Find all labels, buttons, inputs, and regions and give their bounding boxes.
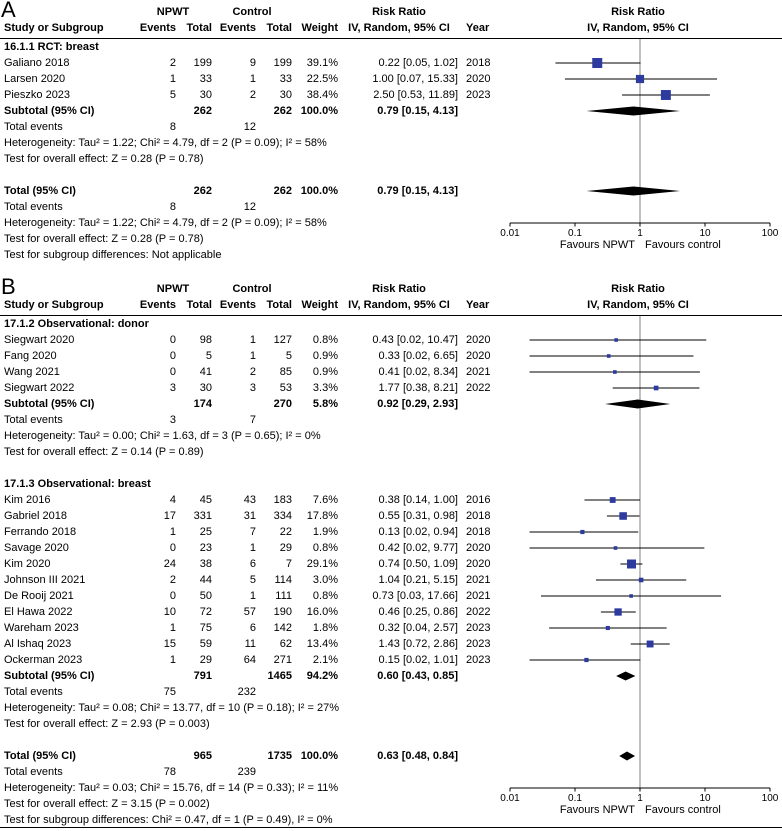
statistics-footnote: Heterogeneity: Tau² = 1.22; Chi² = 4.79, df = 2 (P = 0.09); I² = 58% — [4, 137, 327, 149]
pooled-effect-diamond — [586, 107, 680, 116]
npwt-total-value: 262 — [193, 185, 212, 197]
weight-value: 100.0% — [300, 750, 338, 762]
control-events-value: 1 — [249, 73, 256, 85]
control-total-value: 199 — [273, 57, 292, 69]
npwt-events-value — [134, 103, 176, 119]
risk-ratio-column-title: Risk Ratio — [372, 6, 426, 18]
year-value: 2020 — [466, 542, 491, 554]
effect-estimate-square — [629, 594, 633, 598]
forest-plot-canvas — [494, 281, 782, 828]
npwt-total-value: 30 — [199, 382, 212, 394]
subgroup-section-title: 17.1.3 Observational: breast — [4, 478, 151, 490]
subgroup-section-title: 17.1.2 Observational: donor — [4, 318, 149, 330]
npwt-events-value: 5 — [169, 89, 176, 101]
npwt-events-value: 2 — [169, 57, 176, 69]
weight-value: 0.8% — [312, 590, 338, 602]
year-value: 2020 — [466, 558, 491, 570]
effect-estimate-square — [606, 626, 610, 630]
npwt-events-value: 10 — [163, 606, 176, 618]
year-value: 2021 — [466, 574, 491, 586]
study-name: Wang 2021 — [4, 366, 60, 378]
risk-ratio-ci-text: 0.13 [0.02, 0.94] — [378, 526, 458, 538]
year-value: 2022 — [466, 382, 491, 394]
control-group-header: Control — [232, 283, 272, 295]
control-events-value: 1 — [249, 350, 256, 362]
spacer — [176, 684, 212, 700]
control-total-value: 190 — [273, 606, 292, 618]
subgroup-section-title: 16.1.1 RCT: breast — [4, 41, 99, 53]
risk-ratio-ci-text: 0.43 [0.02, 10.47] — [372, 334, 458, 346]
npwt-total-value: 30 — [199, 89, 212, 101]
npwt-events-column-header: Events — [139, 299, 176, 311]
npwt-events-value: 24 — [163, 558, 176, 570]
panel-letter: A — [1, 0, 16, 22]
year-value: 2020 — [466, 73, 491, 85]
effect-estimate-square — [636, 75, 644, 83]
study-name: Siegwart 2020 — [4, 334, 75, 346]
control-events-value: 5 — [249, 574, 256, 586]
pooled-row-label: Subtotal (95% CI) — [4, 398, 95, 410]
control-events-value: 6 — [249, 622, 256, 634]
control-total-events-value: 12 — [243, 121, 256, 133]
study-name: Larsen 2020 — [4, 73, 66, 85]
effect-estimate-square — [613, 370, 617, 374]
pooled-effect-diamond — [616, 672, 635, 681]
statistics-footnote: Test for overall effect: Z = 0.28 (P = 0.78) — [4, 233, 204, 245]
npwt-total-events-value: 8 — [169, 121, 176, 133]
weight-value: 7.6% — [312, 494, 338, 506]
npwt-events-value: 1 — [169, 622, 176, 634]
npwt-events-value: 4 — [169, 494, 176, 506]
spacer — [176, 764, 212, 780]
npwt-total-column-header: Total — [186, 299, 212, 311]
header-spacer — [0, 281, 134, 297]
favours-left-label: Favours NPWT — [559, 239, 635, 251]
header-spacer — [292, 4, 338, 20]
weight-value: 3.3% — [312, 382, 338, 394]
weight-value: 0.8% — [312, 542, 338, 554]
npwt-events-value: 0 — [169, 366, 176, 378]
statistics-footnote: Heterogeneity: Tau² = 0.03; Chi² = 15.76, df = 14 (P = 0.33); I² = 11% — [4, 782, 339, 794]
study-name: Kim 2020 — [4, 558, 51, 570]
control-total-value: 183 — [273, 494, 292, 506]
control-total-events-value: 12 — [243, 201, 256, 213]
control-events-value: 1 — [249, 334, 256, 346]
weight-value: 39.1% — [306, 57, 338, 69]
axis-tick-label: 100 — [761, 228, 779, 239]
panel-a — [0, 0, 782, 263]
risk-ratio-column-title: Risk Ratio — [372, 283, 426, 295]
year-value — [460, 396, 494, 412]
panel-b — [0, 274, 782, 828]
npwt-events-value: 17 — [163, 510, 176, 522]
control-events-column-header: Events — [219, 22, 256, 34]
favours-right-label: Favours control — [645, 239, 721, 251]
npwt-events-value: 0 — [169, 334, 176, 346]
total-events-label: Total events — [4, 201, 63, 213]
control-total-value: 262 — [273, 185, 292, 197]
risk-ratio-ci-column-header: IV, Random, 95% CI — [348, 299, 450, 311]
weight-value: 38.4% — [306, 89, 338, 101]
pooled-row-label: Total (95% CI) — [4, 185, 76, 197]
control-events-value: 3 — [249, 382, 256, 394]
weight-value: 94.2% — [306, 670, 338, 682]
npwt-events-value: 1 — [169, 654, 176, 666]
risk-ratio-ci-text: 1.77 [0.38, 8.21] — [378, 382, 458, 394]
control-total-value: 7 — [285, 558, 292, 570]
forest-plot-canvas — [494, 4, 782, 263]
weight-value: 100.0% — [300, 185, 338, 197]
statistics-footnote: Test for overall effect: Z = 0.14 (P = 0.89) — [4, 446, 204, 458]
npwt-events-value: 1 — [169, 526, 176, 538]
npwt-total-events-value: 78 — [163, 766, 176, 778]
pooled-row-label: Total (95% CI) — [4, 750, 76, 762]
pooled-effect-diamond — [619, 752, 635, 761]
effect-estimate-square — [614, 338, 618, 342]
npwt-events-value: 0 — [169, 350, 176, 362]
spacer — [176, 199, 212, 215]
weight-value: 0.8% — [312, 334, 338, 346]
weight-value: 0.9% — [312, 350, 338, 362]
weight-column-header: Weight — [301, 299, 338, 311]
npwt-events-value: 0 — [169, 590, 176, 602]
npwt-total-value: 331 — [193, 510, 212, 522]
risk-ratio-ci-text: 0.74 [0.50, 1.09] — [378, 558, 458, 570]
axis-tick-label: 100 — [761, 793, 779, 804]
risk-ratio-ci-text: 0.42 [0.02, 9.77] — [378, 542, 458, 554]
control-total-value: 1465 — [267, 670, 292, 682]
control-total-value: 142 — [273, 622, 292, 634]
study-name: Ferrando 2018 — [4, 526, 77, 538]
year-value: 2020 — [466, 334, 491, 346]
control-events-value: 11 — [244, 638, 256, 650]
effect-estimate-square — [614, 546, 618, 550]
year-value: 2018 — [466, 510, 491, 522]
study-name: Pieszko 2023 — [4, 89, 71, 101]
control-events-value: 6 — [249, 558, 256, 570]
risk-ratio-ci-text: 1.04 [0.21, 5.15] — [378, 574, 458, 586]
control-events-value: 64 — [243, 654, 256, 666]
weight-value: 13.4% — [306, 638, 338, 650]
total-events-label: Total events — [4, 686, 63, 698]
npwt-total-value: 25 — [199, 526, 212, 538]
npwt-total-value: 174 — [193, 398, 212, 410]
npwt-events-value — [134, 183, 176, 199]
pooled-effect-diamond — [586, 187, 680, 196]
statistics-footnote: Test for overall effect: Z = 2.93 (P = 0.003) — [4, 718, 210, 730]
study-name: Ockerman 2023 — [4, 654, 83, 666]
study-column-header: Study or Subgroup — [4, 299, 104, 311]
study-name: Kim 2016 — [4, 494, 51, 506]
control-total-value: 1735 — [267, 750, 292, 762]
control-total-value: 262 — [273, 105, 292, 117]
npwt-total-value: 45 — [199, 494, 212, 506]
control-total-value: 85 — [279, 366, 292, 378]
control-events-value: 57 — [243, 606, 256, 618]
npwt-group-header: NPWT — [156, 283, 190, 295]
year-value: 2021 — [466, 590, 491, 602]
total-events-label: Total events — [4, 121, 63, 133]
statistics-footnote: Test for overall effect: Z = 0.28 (P = 0.78) — [4, 153, 204, 165]
npwt-total-value: 98 — [199, 334, 212, 346]
axis-tick-label: 0.01 — [500, 793, 520, 804]
axis-tick-label: 0.01 — [500, 228, 520, 239]
risk-ratio-ci-text: 0.55 [0.31, 0.98] — [378, 510, 458, 522]
spacer — [176, 119, 212, 135]
npwt-total-events-value: 3 — [169, 414, 176, 426]
control-events-value: 2 — [249, 366, 256, 378]
control-events-value: 43 — [243, 494, 256, 506]
weight-value: 5.8% — [312, 398, 338, 410]
panel-letter: B — [1, 274, 16, 299]
header-spacer — [0, 4, 134, 20]
risk-ratio-ci-text: 0.79 [0.15, 4.13] — [377, 105, 458, 117]
risk-ratio-ci-text: 0.79 [0.15, 4.13] — [377, 185, 458, 197]
npwt-total-value: 44 — [199, 574, 212, 586]
header-spacer — [460, 4, 494, 20]
study-name: Al Ishaq 2023 — [4, 638, 72, 650]
control-total-value: 111 — [275, 590, 292, 602]
npwt-events-value — [134, 668, 176, 684]
npwt-total-value: 23 — [199, 542, 212, 554]
year-value: 2023 — [466, 89, 491, 101]
control-events-value — [212, 396, 256, 412]
weight-value: 100.0% — [300, 105, 338, 117]
npwt-events-value — [134, 748, 176, 764]
plot-title: Risk Ratio — [611, 6, 665, 18]
weight-value: 1.8% — [312, 622, 338, 634]
npwt-total-value: 965 — [193, 750, 212, 762]
year-value: 2020 — [466, 350, 491, 362]
npwt-total-value: 59 — [199, 638, 212, 650]
control-events-value: 1 — [249, 542, 256, 554]
risk-ratio-ci-column-header: IV, Random, 95% CI — [348, 22, 450, 34]
effect-estimate-square — [639, 578, 644, 583]
effect-estimate-square — [592, 58, 602, 68]
control-total-events-value: 7 — [249, 414, 256, 426]
npwt-total-column-header: Total — [186, 22, 212, 34]
control-total-value: 271 — [273, 654, 292, 666]
npwt-total-events-value: 8 — [169, 201, 176, 213]
header-spacer — [292, 281, 338, 297]
effect-estimate-square — [584, 658, 588, 662]
control-total-value: 270 — [273, 398, 292, 410]
control-events-value: 9 — [249, 57, 256, 69]
effect-estimate-square — [614, 608, 621, 615]
control-events-value: 31 — [243, 510, 256, 522]
axis-tick-label: 1 — [637, 228, 643, 239]
study-name: Galiano 2018 — [4, 57, 70, 69]
effect-estimate-square — [661, 90, 671, 100]
effect-estimate-square — [627, 560, 636, 569]
spacer — [176, 412, 212, 428]
npwt-events-value: 1 — [169, 73, 176, 85]
npwt-total-value: 72 — [199, 606, 212, 618]
npwt-total-value: 262 — [193, 105, 212, 117]
control-events-value: 1 — [249, 590, 256, 602]
effect-estimate-square — [654, 386, 659, 391]
npwt-total-value: 38 — [199, 558, 212, 570]
control-events-value — [212, 103, 256, 119]
axis-tick-label: 0.1 — [568, 793, 582, 804]
control-events-value — [212, 668, 256, 684]
risk-ratio-ci-text: 0.46 [0.25, 0.86] — [378, 606, 458, 618]
statistics-footnote: Heterogeneity: Tau² = 0.08; Chi² = 13.77, df = 10 (P = 0.18); I² = 27% — [4, 702, 339, 714]
weight-value: 1.9% — [312, 526, 338, 538]
risk-ratio-ci-text: 0.63 [0.48, 0.84] — [377, 750, 458, 762]
weight-value: 16.0% — [306, 606, 338, 618]
npwt-total-value: 33 — [199, 73, 212, 85]
year-value: 2023 — [466, 622, 491, 634]
risk-ratio-ci-text: 0.92 [0.29, 2.93] — [377, 398, 458, 410]
effect-estimate-square — [580, 530, 584, 534]
statistics-footnote: Heterogeneity: Tau² = 0.00; Chi² = 1.63, df = 3 (P = 0.65); I² = 0% — [4, 430, 321, 442]
header-spacer — [460, 281, 494, 297]
axis-tick-label: 1 — [637, 793, 643, 804]
control-total-column-header: Total — [266, 22, 292, 34]
control-events-column-header: Events — [219, 299, 256, 311]
npwt-total-value: 50 — [199, 590, 212, 602]
year-value: 2023 — [466, 638, 491, 650]
npwt-events-value: 15 — [163, 638, 176, 650]
axis-tick-label: 10 — [699, 793, 711, 804]
study-name: Savage 2020 — [4, 542, 69, 554]
year-value — [460, 183, 494, 199]
year-value: 2021 — [466, 366, 491, 378]
control-total-value: 334 — [273, 510, 292, 522]
weight-value: 22.5% — [306, 73, 338, 85]
npwt-events-value — [134, 396, 176, 412]
npwt-total-value: 41 — [199, 366, 212, 378]
statistics-footnote: Test for subgroup differences: Chi² = 0.47, df = 1 (P = 0.49), I² = 0% — [4, 814, 333, 826]
npwt-total-value: 199 — [193, 57, 212, 69]
risk-ratio-ci-text: 0.22 [0.05, 1.02] — [378, 57, 458, 69]
total-events-label: Total events — [4, 414, 63, 426]
pooled-effect-diamond — [605, 400, 670, 409]
favours-right-label: Favours control — [645, 804, 721, 816]
risk-ratio-ci-text: 1.00 [0.07, 15.33] — [372, 73, 458, 85]
study-name: Gabriel 2018 — [4, 510, 67, 522]
effect-estimate-square — [607, 354, 611, 358]
control-total-value: 53 — [279, 382, 292, 394]
risk-ratio-ci-text: 0.33 [0.02, 6.65] — [378, 350, 458, 362]
npwt-events-column-header: Events — [139, 22, 176, 34]
control-total-events-value: 232 — [237, 686, 256, 698]
year-value: 2016 — [466, 494, 491, 506]
control-events-value — [212, 748, 256, 764]
risk-ratio-ci-text: 0.32 [0.04, 2.57] — [378, 622, 458, 634]
plot-ci-subtitle: IV, Random, 95% CI — [587, 22, 689, 34]
npwt-group-header: NPWT — [156, 6, 190, 18]
weight-column-header: Weight — [301, 22, 338, 34]
year-column-header: Year — [466, 299, 490, 311]
study-column-header: Study or Subgroup — [4, 22, 104, 34]
weight-value: 2.1% — [312, 654, 338, 666]
study-name: Wareham 2023 — [4, 622, 79, 634]
statistics-footnote: Test for overall effect: Z = 3.15 (P = 0.002) — [4, 798, 210, 810]
control-events-value: 7 — [249, 526, 256, 538]
year-value — [460, 103, 494, 119]
control-total-value: 62 — [279, 638, 292, 650]
axis-tick-label: 0.1 — [568, 228, 582, 239]
study-name: De Rooij 2021 — [4, 590, 74, 602]
control-total-value: 29 — [279, 542, 292, 554]
pooled-row-label: Subtotal (95% CI) — [4, 105, 95, 117]
statistics-footnote: Heterogeneity: Tau² = 1.22; Chi² = 4.79, df = 2 (P = 0.09); I² = 58% — [4, 217, 327, 229]
plot-title: Risk Ratio — [611, 283, 665, 295]
control-total-events-value: 239 — [237, 766, 256, 778]
study-name: El Hawa 2022 — [4, 606, 73, 618]
total-events-label: Total events — [4, 766, 63, 778]
control-total-column-header: Total — [266, 299, 292, 311]
control-total-value: 22 — [279, 526, 292, 538]
plot-ci-subtitle: IV, Random, 95% CI — [587, 299, 689, 311]
year-value: 2018 — [466, 57, 491, 69]
npwt-events-value: 3 — [169, 382, 176, 394]
npwt-events-value: 2 — [169, 574, 176, 586]
year-value — [460, 748, 494, 764]
risk-ratio-ci-text: 0.41 [0.02, 8.34] — [378, 366, 458, 378]
control-total-value: 127 — [273, 334, 292, 346]
risk-ratio-ci-text: 2.50 [0.53, 11.89] — [373, 89, 458, 101]
npwt-total-value: 75 — [199, 622, 212, 634]
axis-tick-label: 10 — [699, 228, 711, 239]
control-total-value: 114 — [274, 574, 292, 586]
year-value: 2022 — [466, 606, 491, 618]
risk-ratio-ci-text: 0.15 [0.02, 1.01] — [378, 654, 458, 666]
effect-estimate-square — [619, 512, 627, 520]
study-name: Siegwart 2022 — [4, 382, 75, 394]
npwt-total-value: 29 — [199, 654, 212, 666]
statistics-footnote: Test for subgroup differences: Not applicable — [4, 249, 222, 261]
control-events-value: 2 — [249, 89, 256, 101]
favours-left-label: Favours NPWT — [559, 804, 635, 816]
risk-ratio-ci-text: 0.73 [0.03, 17.66] — [372, 590, 458, 602]
weight-value: 17.8% — [306, 510, 338, 522]
npwt-events-value: 0 — [169, 542, 176, 554]
pooled-row-label: Subtotal (95% CI) — [4, 670, 95, 682]
risk-ratio-ci-text: 0.60 [0.43, 0.85] — [377, 670, 458, 682]
risk-ratio-ci-text: 1.43 [0.72, 2.86] — [378, 638, 458, 650]
study-name: Fang 2020 — [4, 350, 57, 362]
npwt-total-events-value: 75 — [163, 686, 176, 698]
control-total-value: 5 — [285, 350, 292, 362]
npwt-total-value: 791 — [193, 670, 212, 682]
control-events-value — [212, 183, 256, 199]
year-value: 2018 — [466, 526, 491, 538]
year-value — [460, 668, 494, 684]
effect-estimate-square — [610, 497, 616, 503]
study-name: Johnson III 2021 — [4, 574, 86, 586]
risk-ratio-ci-text: 0.38 [0.14, 1.00] — [378, 494, 458, 506]
weight-value: 29.1% — [306, 558, 338, 570]
control-group-header: Control — [232, 6, 272, 18]
control-total-value: 33 — [279, 73, 292, 85]
effect-estimate-square — [647, 641, 654, 648]
npwt-total-value: 5 — [205, 350, 212, 362]
weight-value: 3.0% — [312, 574, 338, 586]
year-column-header: Year — [466, 22, 490, 34]
weight-value: 0.9% — [312, 366, 338, 378]
year-value: 2023 — [466, 654, 491, 666]
control-total-value: 30 — [279, 89, 292, 101]
